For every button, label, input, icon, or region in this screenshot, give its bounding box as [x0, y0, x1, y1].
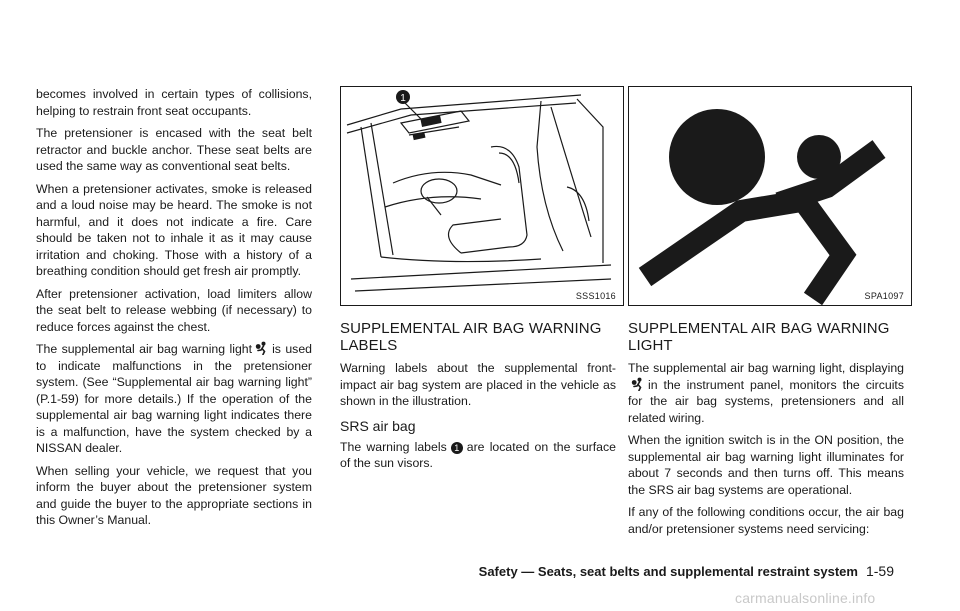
paragraph: If any of the following conditions occur, the air bag and/or pretensioner systems need servicing:: [628, 505, 904, 536]
watermark: carmanualsonline.info: [735, 590, 876, 606]
text-fragment: The supplemental air bag warning light: [36, 342, 253, 356]
text-fragment: The warning labels: [340, 439, 447, 454]
figure-warning-labels: [340, 86, 624, 306]
figure-callout: 1: [400, 93, 406, 104]
paragraph: The pretensioner is encased with the seat belt retractor and buckle anchor. These seat belts are used the same way as conventional seat belts.: [36, 126, 312, 173]
text-column-3: [628, 86, 904, 543]
paragraph: [340, 439, 616, 472]
figure-code: SPA1097: [864, 291, 904, 301]
text-fragment: is used to indicate malfunctions in the pretensioner system. (See “Supplemental air bag warning light” (P.1-59) for more details.) If the operation of the supplemental air bag warning light indicates there is a malfunction, have the system checked by a NISSAN dealer.: [36, 342, 312, 455]
figure-warning-light: [628, 86, 912, 306]
page-footer: [440, 563, 894, 579]
text-column-1: [36, 86, 312, 535]
paragraph: [628, 360, 904, 426]
text-fragment: The supplemental air bag warning light, displaying: [628, 361, 904, 375]
section-heading: SUPPLEMENTAL AIR BAG WARNING LABELS: [340, 320, 602, 354]
airbag-warning-symbol: [629, 87, 911, 305]
car-interior-illustration: [341, 87, 623, 305]
paragraph: When a pretensioner activates, smoke is released and a loud noise may be heard. The smoke is not harmful, and it does not indicate a fire. Care should be taken not to inhale it as it may cause irritation and choking. Those with a history of a breathing condition should get fresh air promptly.: [36, 181, 312, 278]
paragraph: After pretensioner activation, load limiters allow the seat belt to release webbing (if necessary) to reduce forces against the chest.: [36, 286, 312, 334]
paragraph: [36, 341, 312, 457]
subheading: SRS air bag: [340, 417, 416, 434]
paragraph: becomes involved in certain types of collisions, helping to restrain front seat occupants.: [36, 87, 312, 118]
footer-section-title: Safety — Seats, seat belts and supplemental restraint system: [478, 564, 858, 579]
text-fragment: are located on the surface of the sun visors.: [340, 439, 616, 470]
text-column-2: [340, 86, 616, 478]
figure-code: SSS1016: [575, 291, 616, 301]
callout-badge: 1: [451, 442, 463, 454]
text-fragment: in the instrument panel, monitors the circuits for the air bag systems, pretensioners and all related wiring.: [628, 377, 904, 425]
paragraph: When selling your vehicle, we request that you inform the buyer about the pretensioner system and guide the buyer to the appropriate sections in this Owner’s Manual.: [36, 463, 312, 527]
section-heading: SUPPLEMENTAL AIR BAG WARNING LIGHT: [628, 320, 890, 354]
airbag-warning-icon: [631, 377, 645, 391]
airbag-warning-icon: [255, 341, 269, 355]
page-number: 1-59: [865, 563, 894, 579]
paragraph: Warning labels about the supplemental front-impact air bag system are placed in the vehicle as shown in the illustration.: [340, 361, 616, 408]
paragraph: When the ignition switch is in the ON position, the supplemental air bag warning light illuminates for about 7 seconds and then turns off. This means the SRS air bag systems are operational.: [628, 433, 904, 497]
